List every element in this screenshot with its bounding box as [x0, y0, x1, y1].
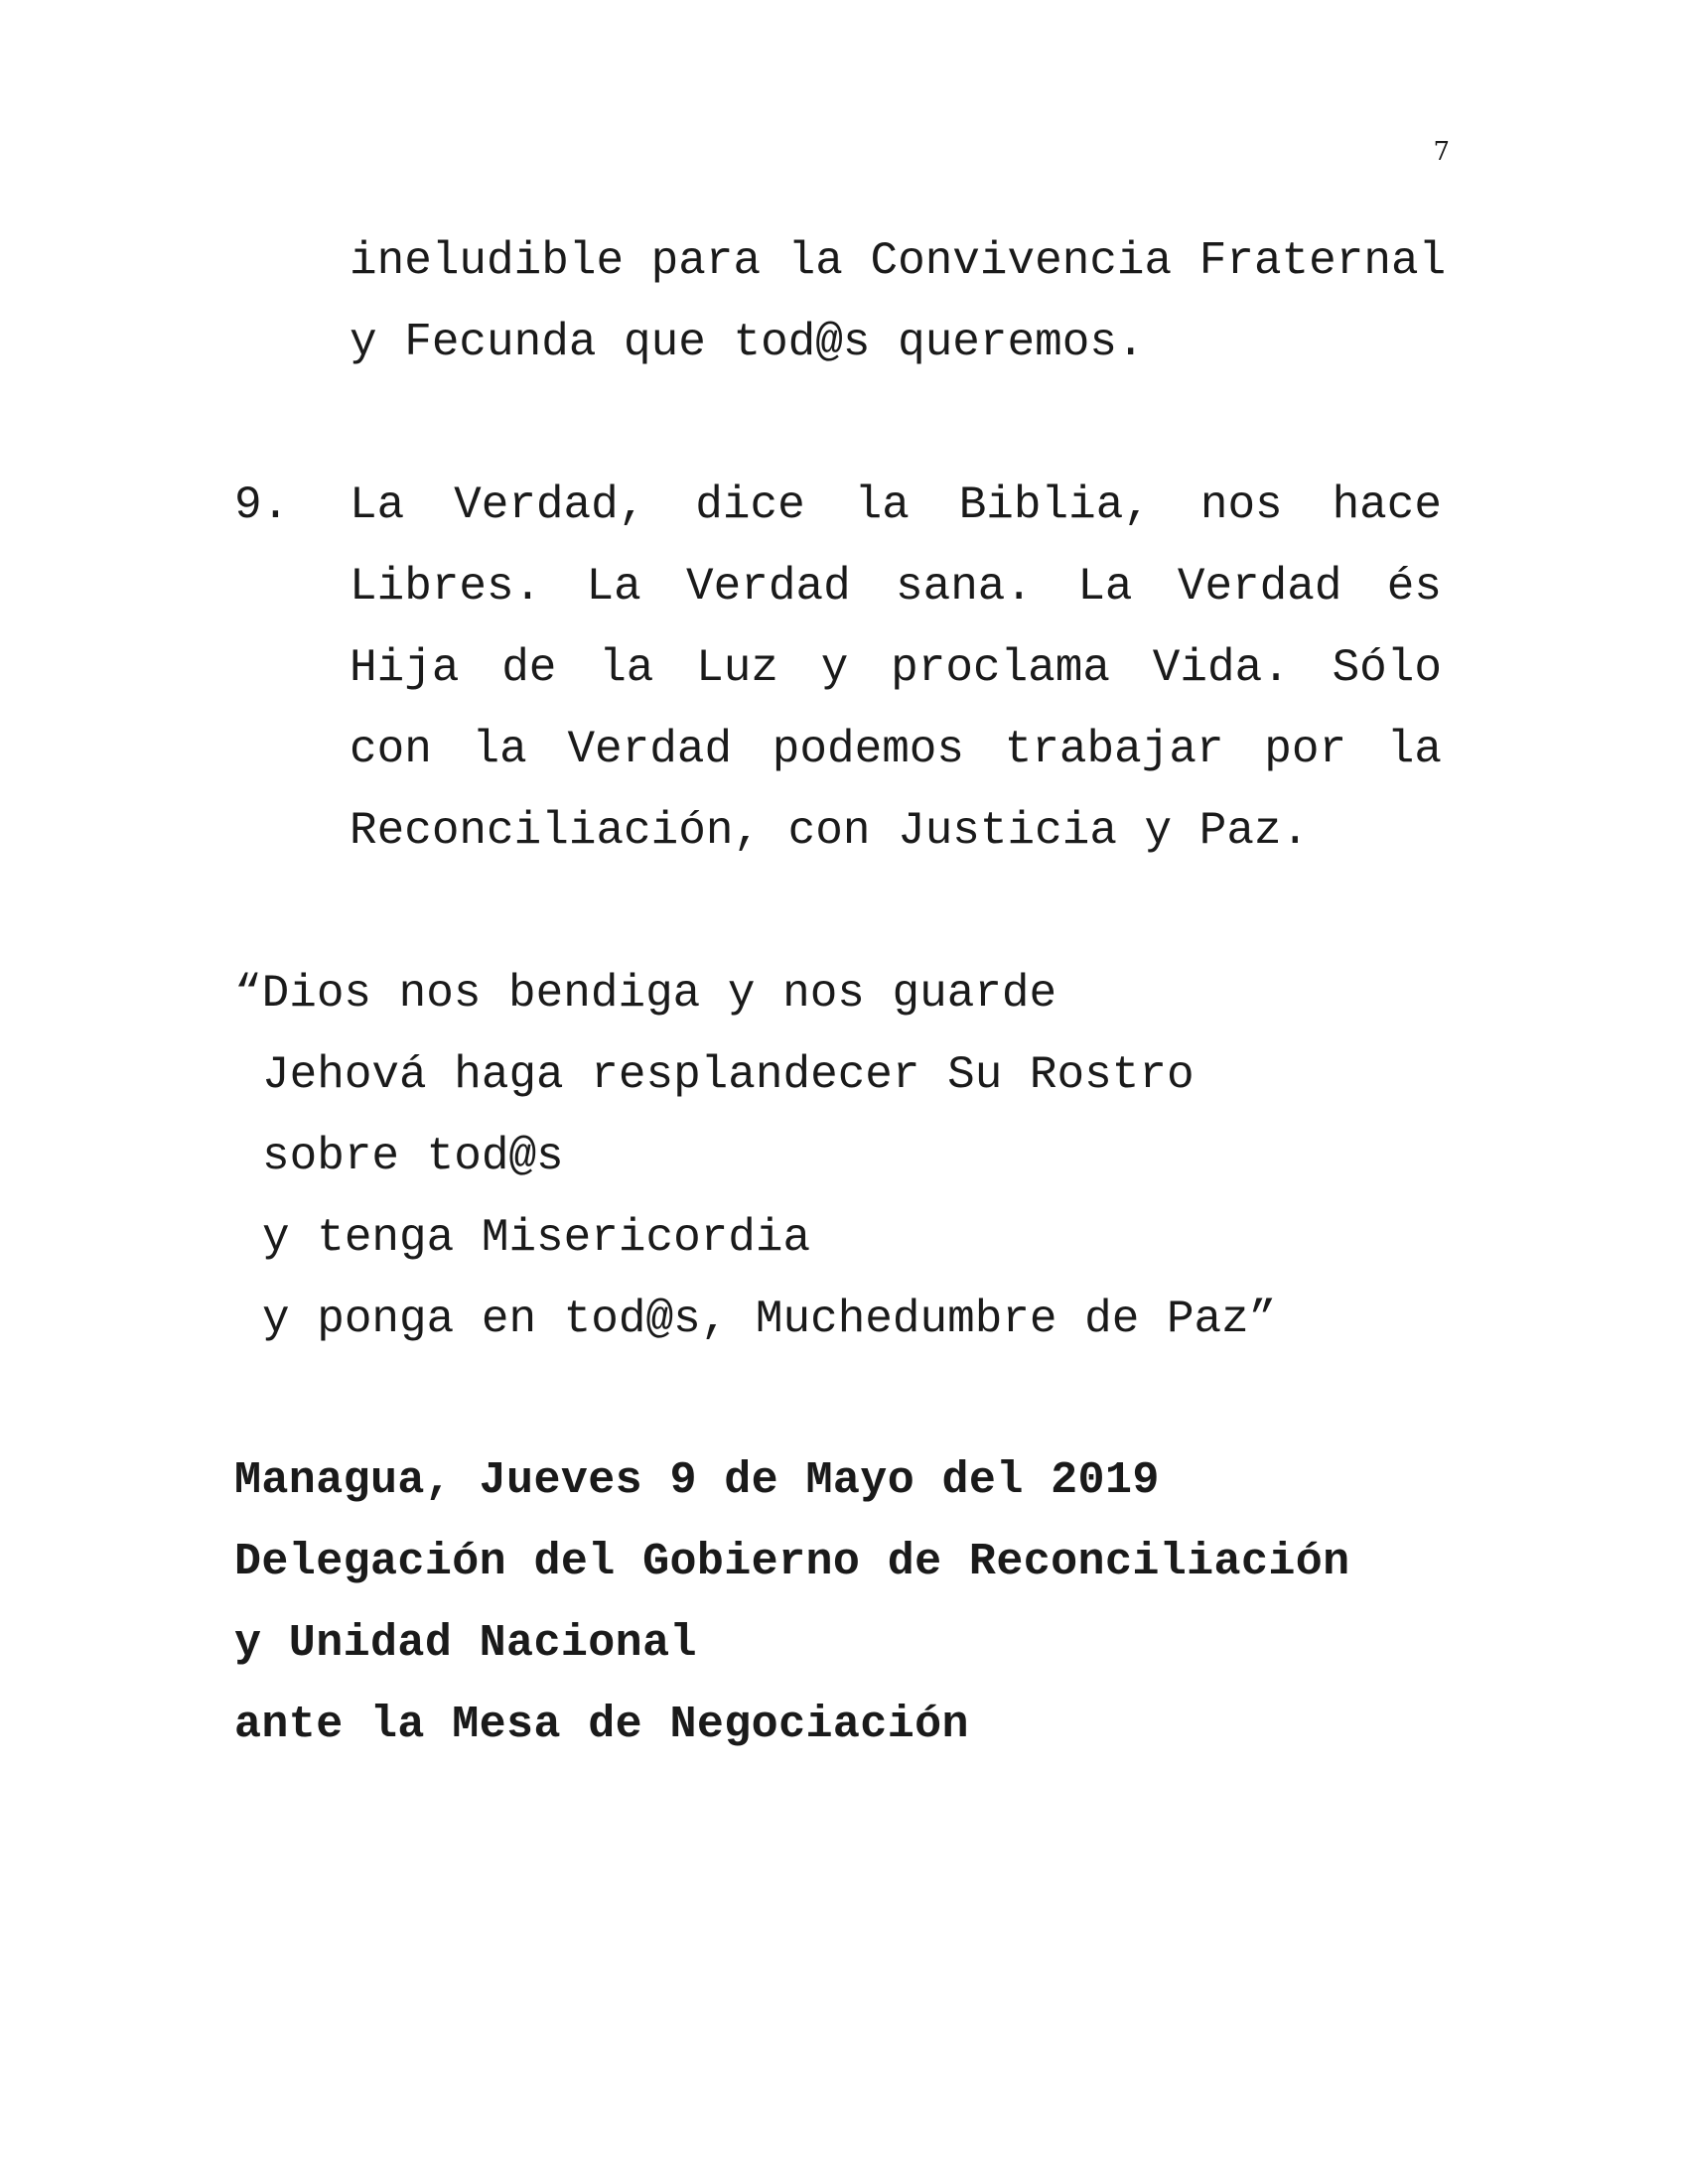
blessing-line-5: y ponga en tod@s, Muchedumbre de Paz”: [262, 1294, 1277, 1345]
blessing-line-1: “Dios nos bendiga y nos guarde: [234, 968, 1057, 1020]
signature-line-3: y Unidad Nacional: [234, 1618, 697, 1669]
item9-line-2: Libres. La Verdad sana. La Verdad és: [350, 561, 1442, 613]
list-item-number: 9.: [234, 479, 290, 531]
page-number: 7: [1433, 137, 1450, 167]
continuation-line-2: y Fecunda que tod@s queremos.: [350, 317, 1145, 368]
signature-line-4: ante la Mesa de Negociación: [234, 1700, 969, 1750]
item9-line-4: con la Verdad podemos trabajar por la: [350, 724, 1442, 775]
blessing-line-2: Jehová haga resplandecer Su Rostro: [262, 1049, 1195, 1101]
continuation-line-1: ineludible para la Convivencia Fraternal: [350, 235, 1447, 287]
signature-date: Managua, Jueves 9 de Mayo del 2019: [234, 1455, 1160, 1506]
blessing-line-4: y tenga Misericordia: [262, 1212, 811, 1264]
signature-line-2: Delegación del Gobierno de Reconciliación: [234, 1537, 1350, 1587]
item9-line-1: La Verdad, dice la Biblia, nos hace: [350, 479, 1442, 531]
item9-line-3: Hija de la Luz y proclama Vida. Sólo: [350, 642, 1442, 694]
blessing-line-3: sobre tod@s: [262, 1131, 564, 1182]
item9-line-5: Reconciliación, con Justicia y Paz.: [350, 805, 1310, 857]
